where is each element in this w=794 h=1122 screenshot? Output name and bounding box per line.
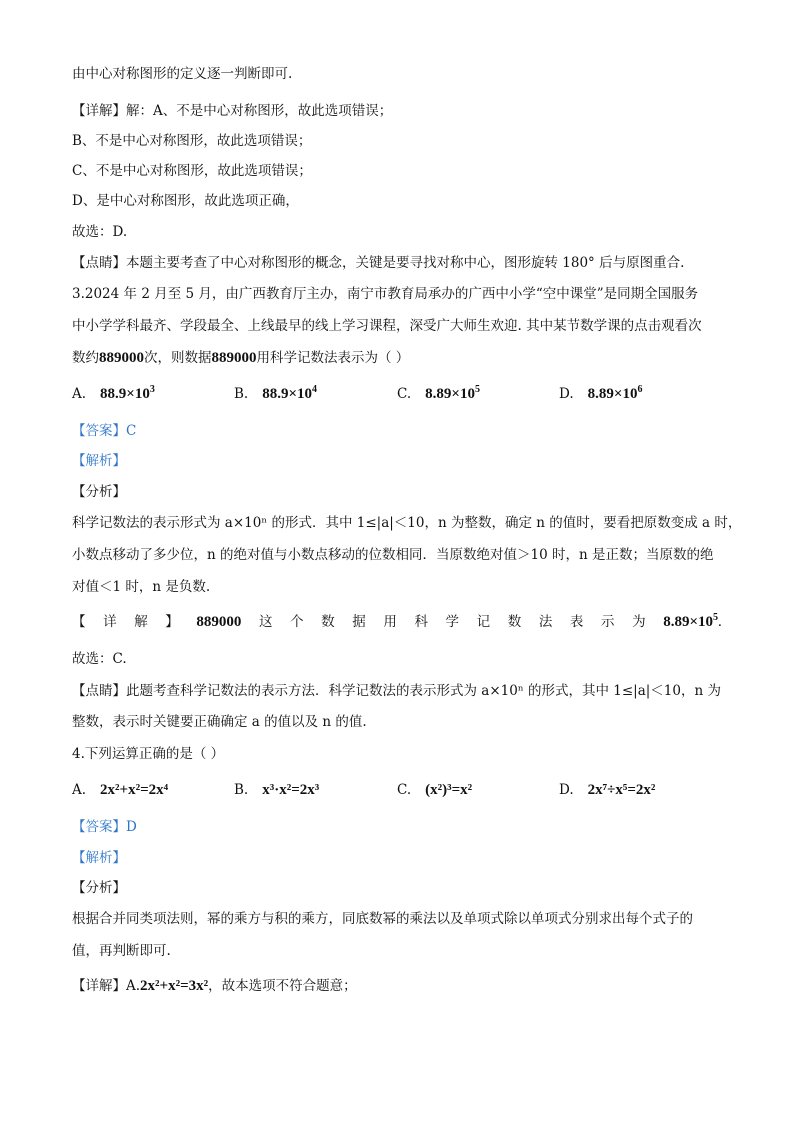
detail-line (72, 976, 357, 996)
comment-line: 整数，表示时关键要正确确定 a 的值以及 n 的值. (72, 714, 367, 730)
text: 次，则数据 (144, 350, 212, 366)
option-label: A. (72, 386, 87, 402)
answer-tag: 【答案】C (72, 423, 137, 439)
question-stem (72, 348, 409, 368)
text: 用科学记数法表示为（ ） (256, 350, 410, 366)
option-d (559, 780, 655, 800)
text-line: 由中心对称图形的定义逐一判断即可. (72, 66, 293, 82)
analysis-heading: 【分析】 (72, 880, 126, 896)
text-line: 故选：D. (72, 224, 128, 240)
text-line: 故选：C. (72, 651, 127, 667)
detail-expr: 2x²+x²=3x² (140, 978, 209, 994)
option-expr: 2x⁷÷x⁵=2x² (587, 782, 656, 798)
detail-prefix: 【详解】A. (72, 978, 141, 994)
option-expr: 2x²+x²=2x⁴ (100, 782, 169, 798)
detail-suffix: ，故本选项不符合题意； (208, 978, 357, 994)
bracket: 】 (165, 614, 179, 630)
char: 示 (601, 614, 615, 630)
option-a (72, 384, 155, 404)
char: 科 (414, 614, 428, 630)
detail-line (72, 612, 722, 632)
char: 学 (445, 614, 460, 630)
option-expr: x³·x²=2x³ (262, 782, 320, 798)
text-line: B、不是中心对称图形，故此选项错误； (72, 133, 312, 149)
option-label: B. (234, 386, 249, 402)
char: 法 (538, 614, 553, 630)
option-expr: $88.9\times 10^4$ (262, 384, 318, 402)
char: 用 (383, 614, 397, 630)
answer-tag: 【答案】D (72, 819, 137, 835)
char: 详 (103, 614, 117, 630)
option-b (234, 384, 317, 404)
number: 889000 (99, 350, 144, 366)
option-a (72, 780, 168, 800)
analysis-heading: 【分析】 (72, 484, 126, 500)
option-expr: $88.9\times 10^3$ (100, 384, 155, 402)
analysis-text: 小数点移动了多少位，n 的绝对值与小数点移动的位数相同．当原数绝对值＞10 时，n 是正数；当原数的绝 (72, 547, 714, 563)
text-line: D、是中心对称图形，故此选项正确， (72, 193, 299, 209)
comment-line: 【点睛】此题考查科学记数法的表示方法．科学记数法的表示形式为 a×10ⁿ 的形式，其中 1≤|a|＜10，n 为 (72, 683, 721, 699)
analysis-text: 科学记数法的表示形式为 a×10ⁿ 的形式．其中 1≤|a|＜10，n 为整数，确定 n 的值时，要看把原数变成 a 时， (72, 515, 742, 531)
analysis-text: 对值＜1 时，n 是负数. (72, 579, 211, 595)
char: 解 (134, 614, 148, 630)
question-stem: 中小学学科最齐、学段最全、上线最早的线上学习课程，深受广大师生欢迎. 其中某节数学课的点击观看次 (72, 318, 702, 334)
question-stem: 4.下列运算正确的是（ ） (72, 746, 225, 762)
analysis-text: 值，再判断即可. (72, 943, 171, 959)
option-expr: $8.89\times 10^5$ (425, 384, 480, 402)
char: 为 (632, 614, 646, 630)
result-expr: $8.89\times 10^5$. (663, 612, 722, 630)
number: 889000 (211, 350, 257, 366)
option-expr: $8.89\times 10^6$ (587, 384, 643, 402)
question-stem: 3.2024 年 2 月至 5 月，由广西教育厅主办，南宁市教育局承办的广西中小学“空中课堂”是同期全国服务 (72, 286, 699, 302)
option-d (559, 384, 642, 404)
option-c (397, 384, 480, 404)
text-line: C、不是中心对称图形，故此选项错误； (72, 163, 312, 179)
analysis-tag: 【解析】 (72, 850, 126, 866)
bracket: 【 (72, 614, 86, 630)
char: 数 (507, 614, 522, 630)
char: 表 (569, 614, 584, 630)
option-c (397, 780, 472, 800)
analysis-tag: 【解析】 (72, 453, 126, 469)
number: 889000 (196, 614, 242, 630)
char: 据 (352, 614, 366, 630)
char: 记 (476, 614, 491, 630)
option-label: A. (72, 782, 87, 798)
option-label: B. (234, 782, 249, 798)
option-label: C. (397, 782, 412, 798)
char: 个 (290, 614, 304, 630)
analysis-text: 根据合并同类项法则，幂的乘方与积的乘方，同底数幂的乘法以及单项式除以单项式分别求出每个式子的 (72, 911, 693, 927)
option-label: C. (397, 386, 412, 402)
char: 这 (258, 614, 273, 630)
char: 数 (321, 614, 335, 630)
option-b (234, 780, 319, 800)
option-expr: (x²)³=x² (425, 782, 473, 798)
detail-line: 【详解】解：A、不是中心对称图形，故此选项错误； (72, 103, 393, 119)
option-label: D. (559, 386, 574, 402)
option-label: D. (559, 782, 574, 798)
text: 数约 (72, 350, 99, 366)
comment-line: 【点睛】本题主要考查了中心对称图形的概念，关键是要寻找对称中心，图形旋转 180° 后与原图重合. (72, 255, 685, 271)
